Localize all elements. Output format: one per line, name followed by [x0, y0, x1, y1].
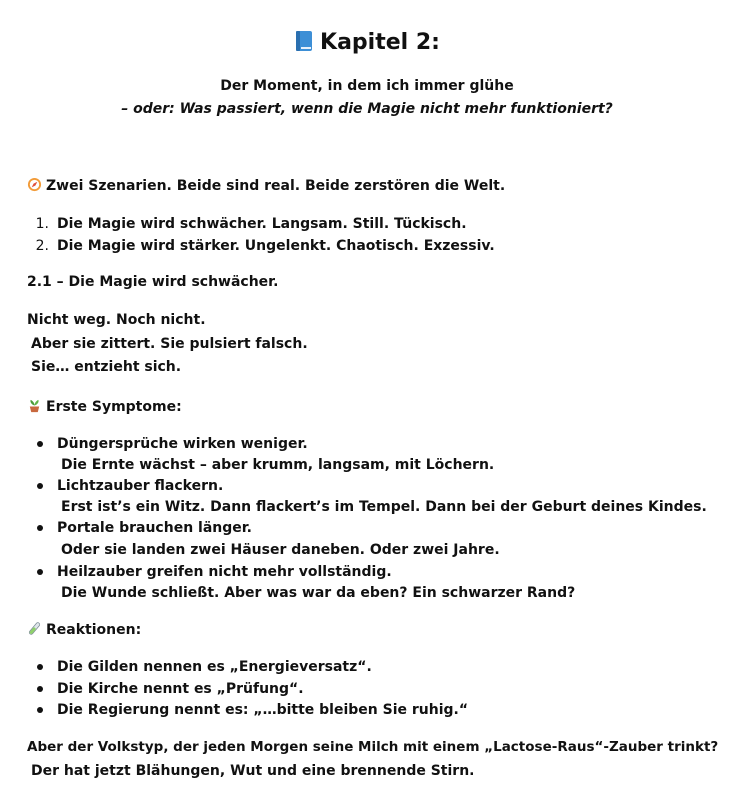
closing-line1: Aber der Volkstyp, der jeden Morgen seine Milch mit einem „Lactose-Raus“-Zauber trinkt? — [27, 739, 719, 755]
scenario-number: 2. — [35, 238, 49, 254]
subtitle-line1: Der Moment, in dem ich immer glühe — [220, 78, 514, 94]
paragraph-line: Aber sie zittert. Sie pulsiert falsch. — [31, 336, 308, 352]
compass-icon — [27, 177, 42, 192]
subtitle-line2: – oder: Was passiert, wenn die Magie nicht mehr funktioniert? — [121, 101, 613, 117]
potted-plant-icon — [27, 398, 42, 413]
scenario-item — [27, 236, 495, 256]
symptom-main: Portale brauchen länger. — [57, 520, 252, 536]
bullet-dot — [37, 686, 43, 692]
chapter-title-text: Kapitel 2: — [320, 30, 440, 55]
bullet-dot — [37, 441, 43, 447]
reactions-heading-text: Reaktionen: — [46, 622, 142, 638]
blue-book-icon — [294, 30, 314, 52]
chapter-title — [0, 29, 734, 57]
scenario-number: 1. — [35, 216, 49, 232]
scenario-text: Die Magie wird schwächer. Langsam. Still. Tückisch. — [57, 216, 467, 232]
reaction-item: Die Gilden nennen es „Energieversatz“. — [57, 659, 372, 675]
scenarios-heading-text: Zwei Szenarien. Beide sind real. Beide zerstören die Welt. — [46, 178, 506, 194]
symptom-main: Düngersprüche wirken weniger. — [57, 436, 308, 452]
scenarios-heading — [27, 176, 505, 196]
symptom-detail: Erst ist’s ein Witz. Dann flackert’s im Tempel. Dann bei der Geburt deines Kindes. — [61, 499, 707, 515]
paragraph-line: Nicht weg. Noch nicht. — [27, 312, 206, 328]
bullet-dot — [37, 525, 43, 531]
symptoms-heading-text: Erste Symptome: — [46, 399, 182, 415]
reactions-heading — [27, 620, 141, 640]
symptom-detail: Die Wunde schließt. Aber was war da eben? Ein schwarzer Rand? — [61, 585, 576, 601]
symptom-detail: Die Ernte wächst – aber krumm, langsam, mit Löchern. — [61, 457, 495, 473]
symptom-main: Lichtzauber flackern. — [57, 478, 224, 494]
scenario-text: Die Magie wird stärker. Ungelenkt. Chaotisch. Exzessiv. — [57, 238, 495, 254]
reaction-item: Die Regierung nennt es: „…bitte bleiben Sie ruhig.“ — [57, 702, 469, 718]
symptom-main: Heilzauber greifen nicht mehr vollständig. — [57, 564, 392, 580]
reaction-item: Die Kirche nennt es „Prüfung“. — [57, 681, 304, 697]
paragraph-line: Sie… entzieht sich. — [31, 359, 182, 375]
symptoms-heading — [27, 397, 182, 417]
bullet-dot — [37, 707, 43, 713]
bullet-dot — [37, 483, 43, 489]
closing-line2: Der hat jetzt Blähungen, Wut und eine brennende Stirn. — [31, 763, 475, 779]
symptom-detail: Oder sie landen zwei Häuser daneben. Oder zwei Jahre. — [61, 542, 500, 558]
section-heading: 2.1 – Die Magie wird schwächer. — [27, 274, 279, 290]
bullet-dot — [37, 664, 43, 670]
test-tube-icon — [27, 621, 42, 636]
bullet-dot — [37, 569, 43, 575]
scenario-item — [27, 214, 467, 234]
